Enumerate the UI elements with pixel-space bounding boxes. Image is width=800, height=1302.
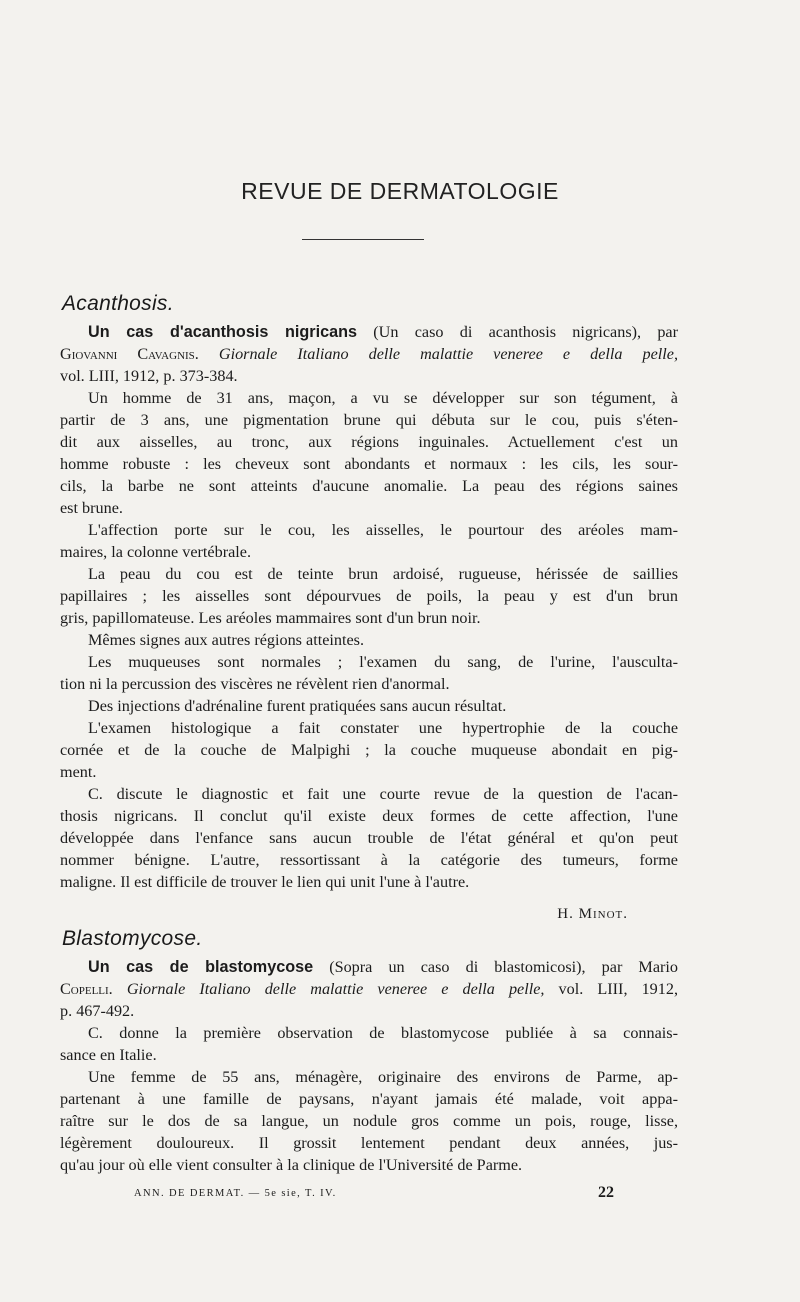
text-line: papillaires ; les aisselles sont dépourvues de poils, la peau y est d'un brun	[60, 587, 678, 605]
blastomycose-text	[60, 956, 679, 1176]
text-line: ment.	[60, 763, 97, 781]
text-line: Un cas d'acanthosis nigricans (Un caso di acanthosis nigricans), par	[88, 323, 678, 341]
text-line: Une femme de 55 ans, ménagère, originaire des environs de Parme, ap-	[88, 1068, 678, 1086]
text-line: qu'au jour où elle vient consulter à la clinique de l'Université de Parme.	[60, 1156, 523, 1174]
acanthosis-text	[60, 321, 678, 893]
header-rule	[302, 239, 424, 240]
text-line: Les muqueuses sont normales ; l'examen du sang, de l'urine, l'ausculta-	[88, 653, 678, 671]
text-line: L'examen histologique a fait constater une hypertrophie de la couche	[88, 719, 678, 737]
section-title-blastomycose: Blastomycose.	[62, 927, 203, 950]
text-line: cornée et de la couche de Malpighi ; la couche muqueuse abondait en pig-	[60, 741, 678, 759]
text-line: partenant à une famille de paysans, n'ayant jamais été malade, voit appa-	[60, 1090, 678, 1108]
text-line: Mêmes signes aux autres régions atteintes.	[88, 631, 365, 649]
page-number: 22	[598, 1184, 614, 1201]
text-line: maligne. Il est difficile de trouver le lien qui unit l'une à l'autre.	[60, 873, 470, 891]
text-line: tion ni la percussion des viscères ne révèlent rien d'anormal.	[60, 675, 450, 693]
text-line: partir de 3 ans, une pigmentation brune qui débuta sur le cou, puis s'éten-	[60, 411, 678, 429]
text-line: Copelli. Giornale Italiano delle malattie veneree e della pelle, vol. LIII, 1912,	[60, 980, 679, 998]
page-header: REVUE DE DERMATOLOGIE	[241, 178, 559, 204]
text-line: p. 467-492.	[60, 1002, 135, 1020]
text-line: maires, la colonne vertébrale.	[60, 543, 252, 561]
section-title-acanthosis: Acanthosis.	[62, 292, 174, 315]
text-line: C. donne la première observation de blastomycose publiée à sa connais-	[88, 1024, 678, 1042]
text-line: est brune.	[60, 499, 123, 517]
text-line: La peau du cou est de teinte brun ardoisé, rugueuse, hérissée de saillies	[88, 565, 678, 583]
text-line: Giovanni Cavagnis. Giornale Italiano delle malattie veneree e della pelle,	[60, 345, 678, 363]
text-line: gris, papillomateuse. Les aréoles mammaires sont d'un brun noir.	[60, 609, 481, 627]
text-line: développée dans l'enfance sans aucun trouble de l'état général et qu'on peut	[60, 829, 678, 847]
footer-journal-ref: ANN. DE DERMAT. — 5e sie, T. IV.	[134, 1188, 337, 1199]
text-line: C. discute le diagnostic et fait une courte revue de la question de l'acan-	[88, 785, 678, 803]
text-line: sance en Italie.	[60, 1046, 157, 1064]
text-line: thosis nigricans. Il conclut qu'il existe deux formes de cette affection, l'une	[60, 807, 678, 825]
text-line: légèrement douloureux. Il grossit lentement pendant deux années, jus-	[60, 1134, 678, 1152]
text-line: vol. LIII, 1912, p. 373-384.	[60, 367, 238, 385]
text-line: cils, la barbe ne sont atteints d'aucune anomalie. La peau des régions saines	[60, 477, 678, 495]
author-signature: H. Minot.	[557, 906, 628, 922]
text-line: Un cas de blastomycose (Sopra un caso di blastomicosi), par Mario	[88, 958, 678, 976]
text-line: raître sur le dos de sa langue, un nodule gros comme un pois, rouge, lisse,	[60, 1112, 678, 1130]
text-line: homme robuste : les cheveux sont abondants et normaux : les cils, les sour-	[60, 455, 678, 473]
text-line: L'affection porte sur le cou, les aisselles, le pourtour des aréoles mam-	[88, 521, 678, 539]
text-line: Un homme de 31 ans, maçon, a vu se développer sur son tégument, à	[88, 389, 678, 407]
text-line: dit aux aisselles, au tronc, aux régions inguinales. Actuellement c'est un	[60, 433, 678, 451]
text-line: Des injections d'adrénaline furent pratiquées sans aucun résultat.	[88, 697, 507, 715]
text-line: nommer bénigne. L'autre, ressortissant à la catégorie des tumeurs, forme	[60, 851, 678, 869]
